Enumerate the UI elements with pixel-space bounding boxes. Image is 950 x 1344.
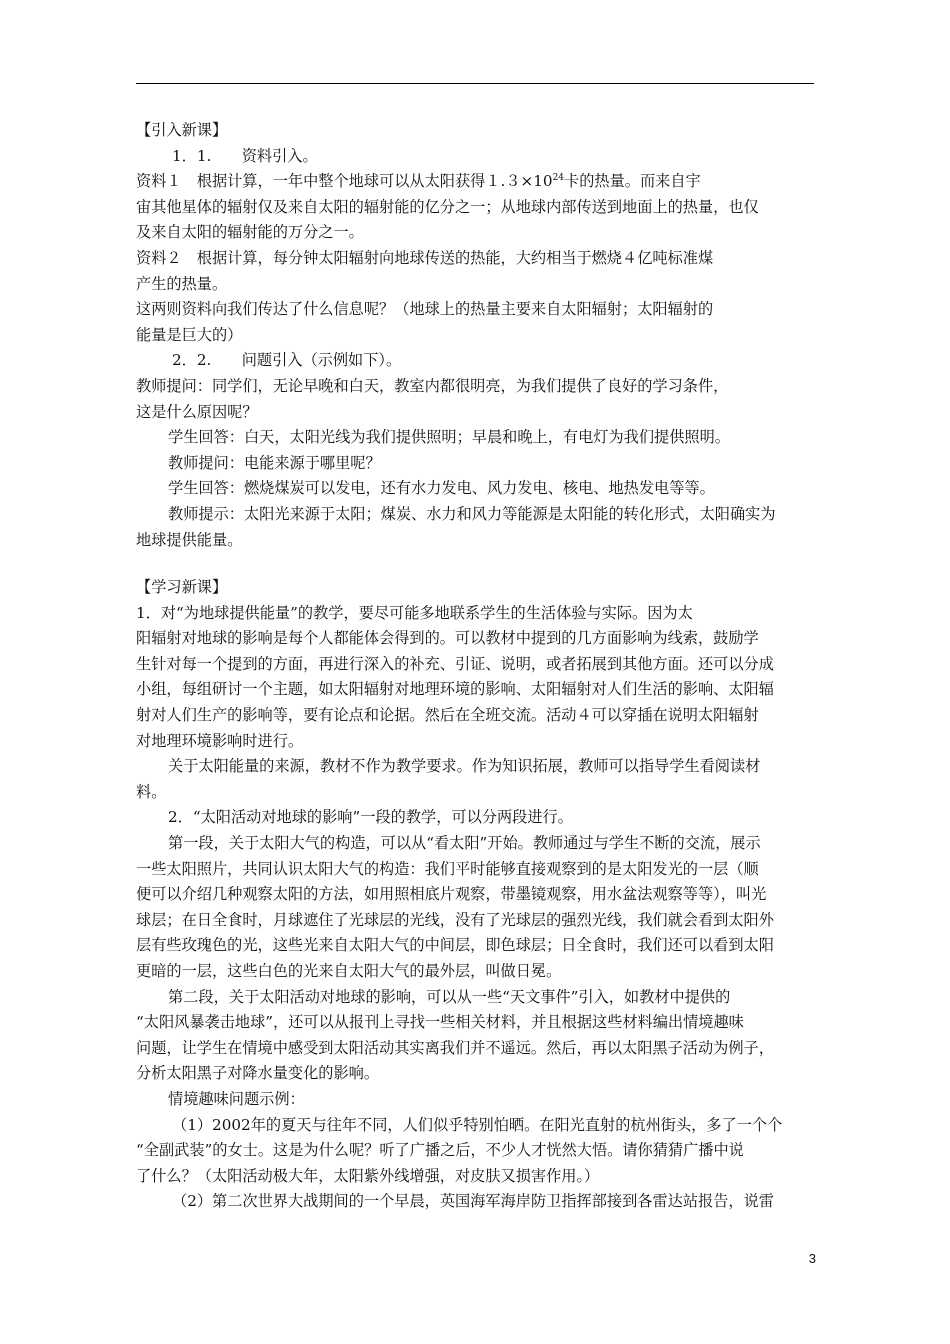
paragraph-1-line-4: 小组，每组研讨一个主题，如太阳辐射对地理环境的影响、太阳辐射对人们生活的影响、太阳辐 (136, 680, 774, 699)
paragraph-4-line-5: 层有些玫瑰色的光，这些光来自太阳大气的中间层，即色球层；日全食时，我们还可以看到太阳 (136, 936, 774, 955)
teacher-question-2: 教师提问：电能来源于哪里呢？ (168, 453, 381, 472)
material-1-line-3: 及来自太阳的辐射能的万分之一。 (136, 223, 364, 242)
teacher-question-1-line-2: 这是什么原因呢？ (136, 402, 258, 421)
paragraph-5-line-4: 分析太阳黑子对降水量变化的影响。 (136, 1064, 379, 1083)
section-heading-intro: 【引入新课】 (136, 121, 228, 139)
paragraph-7-line-2: “全副武装”的女士。这是为什么呢？听了广播之后，不少人才恍然大悟。请你猜猜广播中说 (136, 1141, 744, 1160)
paragraph-1-line-1: 1．对“为地球提供能量”的教学，要尽可能多地联系学生的生活体验与实际。因为太 (136, 603, 693, 622)
paragraph-8-line-1: （2）第二次世界大战期间的一个早晨，英国海军海岸防卫指挥部接到各雷达站报告，说雷 (172, 1192, 774, 1211)
paragraph-6: 情境趣味问题示例： (168, 1089, 305, 1108)
paragraph-1-line-6: 对地理环境影响时进行。 (136, 731, 304, 750)
paragraph-1-line-2: 阳辐射对地球的影响是每个人都能体会得到的。可以教材中提到的几方面影响为线索，鼓励学 (136, 629, 759, 648)
paragraph-1-line-5: 射对人们生产的影响等，要有论点和论据。然后在全班交流。活动４可以穿插在说明太阳辐射 (136, 706, 759, 725)
paragraph-1-line-3: 生针对每一个提到的方面，再进行深入的补充、引证、说明，或者拓展到其他方面。还可以分成 (136, 654, 774, 673)
page-number: 3 (808, 1251, 816, 1266)
student-answer-1: 学生回答：白天，太阳光线为我们提供照明；早晨和晚上，有电灯为我们提供照明。 (168, 428, 730, 447)
material-2-line-2: 产生的热量。 (136, 274, 228, 293)
question-line-2: 能量是巨大的） (136, 325, 243, 344)
paragraph-4-line-2: 一些太阳照片，共同认识太阳大气的构造：我们平时能够直接观察到的是太阳发光的一层（顺 (136, 859, 759, 878)
paragraph-7-line-3: 了什么？（太阳活动极大年，太阳紫外线增强，对皮肤又损害作用。） (136, 1166, 600, 1185)
student-answer-2: 学生回答：燃烧煤炭可以发电，还有水力发电、风力发电、核电、地热发电等等。 (168, 479, 715, 498)
paragraph-4-line-6: 更暗的一层，这些白色的光来自太阳大气的最外层，叫做日冕。 (136, 962, 562, 980)
teacher-hint-line-1: 教师提示：太阳光来源于太阳；煤炭、水力和风力等能源是太阳能的转化形式，太阳确实为 (168, 504, 776, 523)
teacher-hint-line-2: 地球提供能量。 (136, 530, 243, 549)
header-rule (136, 83, 814, 84)
intro-item-2: 2．2. 问题引入（示例如下）。 (172, 351, 402, 370)
paragraph-5-line-1: 第二段，关于太阳活动对地球的影响，可以从一些“天文事件”引入，如教材中提供的 (168, 987, 731, 1006)
document-body (136, 118, 814, 1215)
intro-item-1: 1．1. 资料引入。 (172, 146, 318, 165)
paragraph-4-line-1: 第一段，关于太阳大气的构造，可以从“看太阳”开始。教师通过与学生不断的交流，展示 (168, 834, 761, 853)
paragraph-3: 2．“太阳活动对地球的影响”一段的教学，可以分两段进行。 (168, 808, 573, 827)
section-heading-learn: 【学习新课】 (136, 578, 228, 597)
paragraph-4-line-4: 球层；在日全食时，月球遮住了光球层的光线，没有了光球层的强烈光线，我们就会看到太阳外 (136, 910, 774, 929)
paragraph-7-line-1: （1）2002年的夏天与往年不同，人们似乎特别怕晒。在阳光直射的杭州街头，多了一个个 (172, 1115, 783, 1134)
question-line-1: 这两则资料向我们传达了什么信息呢？（地球上的热量主要来自太阳辐射；太阳辐射的 (136, 300, 714, 319)
material-1-line-2: 宙其他星体的辐射仅及来自太阳的辐射能的亿分之一；从地球内部传送到地面上的热量，也仅 (136, 197, 759, 216)
material-1-line-1: 资料１ 根据计算，一年中整个地球可以从太阳获得$1.3\times 10^{24}$卡的热量。而来自宇 (136, 172, 701, 191)
paragraph-2-line-1: 关于太阳能量的来源，教材不作为教学要求。作为知识拓展，教师可以指导学生看阅读材 (168, 757, 761, 776)
material-2-line-1: 资料２ 根据计算，每分钟太阳辐射向地球传送的热能，大约相当于燃烧４亿吨标准煤 (136, 248, 714, 267)
paragraph-2-line-2: 料。 (136, 782, 167, 801)
paragraph-5-line-2: “太阳风暴袭击地球”，还可以从报刊上寻找一些相关材料，并且根据这些材料编出情境趣味 (136, 1013, 744, 1032)
teacher-question-1-line-1: 教师提问：同学们，无论早晚和白天，教室内都很明亮，为我们提供了良好的学习条件， (136, 376, 729, 395)
paragraph-4-line-3: 便可以介绍几种观察太阳的方法，如用照相底片观察，带墨镜观察，用水盆法观察等等），叫光 (136, 885, 767, 904)
paragraph-5-line-3: 问题，让学生在情境中感受到太阳活动其实离我们并不遥远。然后，再以太阳黑子活动为例子， (136, 1038, 774, 1057)
